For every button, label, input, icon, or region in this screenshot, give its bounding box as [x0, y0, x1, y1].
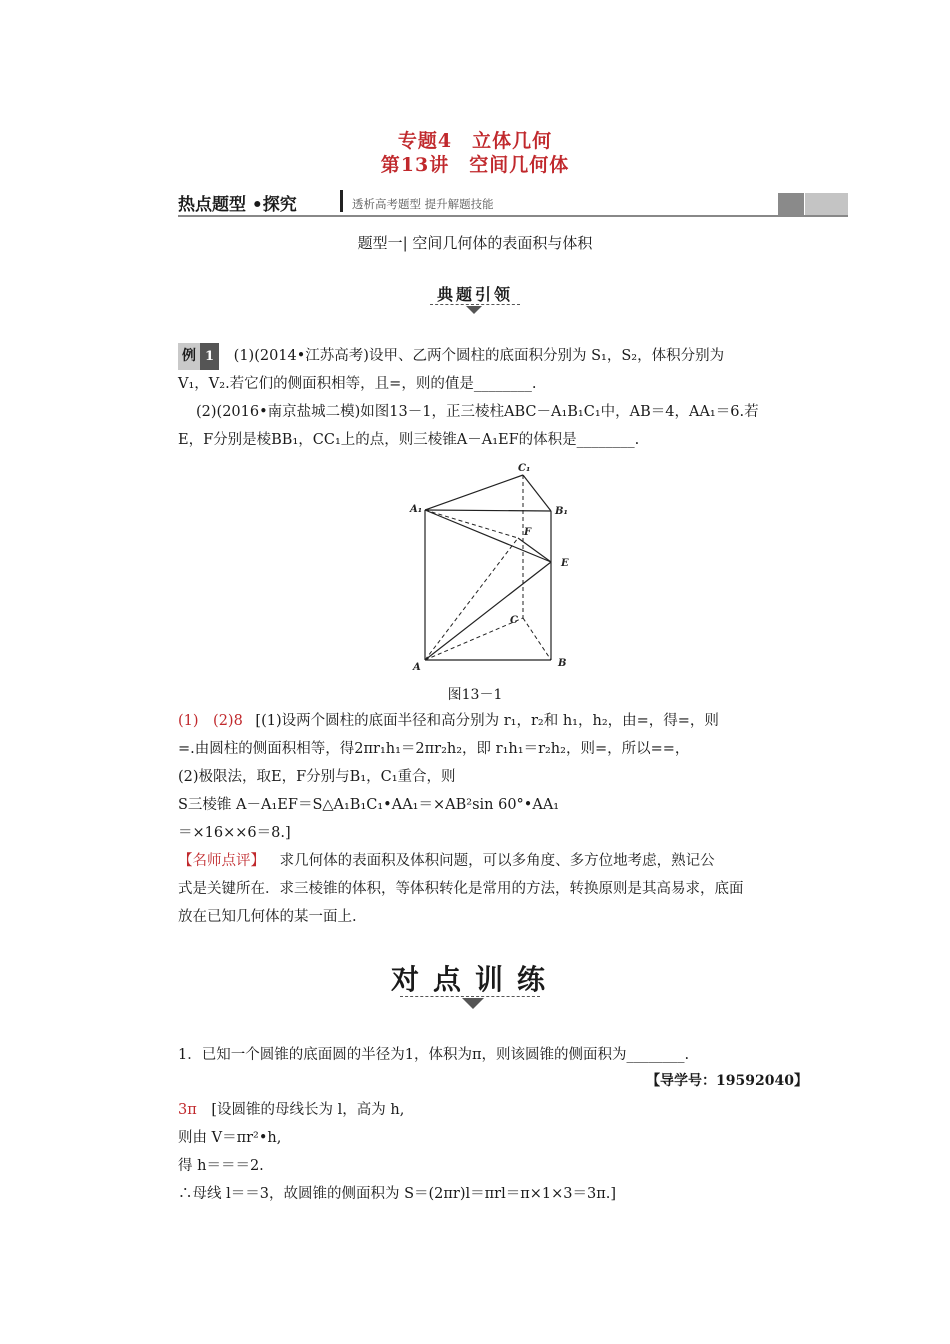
- banner-divider: [340, 190, 343, 212]
- problem1-s3: 得 h＝＝＝2.: [178, 1158, 264, 1174]
- practice-triangle-icon: [462, 998, 484, 1009]
- guide-number: 【导学号：19592040】: [646, 1073, 808, 1089]
- solution-l4: S三棱锥 A－A₁EF＝S△A₁B₁C₁•AA₁＝×AB²sin 60°•AA₁: [178, 797, 560, 813]
- label-c: C: [510, 615, 518, 626]
- example-line-1: [178, 343, 808, 370]
- problem1-line-1: [178, 1097, 808, 1124]
- label-a1: A₁: [410, 504, 423, 515]
- banner-block-light: [805, 193, 848, 215]
- edge-ae: [425, 562, 551, 660]
- label-e: E: [561, 558, 569, 569]
- solution-answer: (1) (2)8: [178, 713, 243, 729]
- problem1-s1: [设圆锥的母线长为 l，高为 h,: [211, 1102, 405, 1118]
- example-label: 例: [178, 343, 200, 370]
- solution-l1: [(1)设两个圆柱的底面半径和高分别为 r₁，r₂和 h₁，h₂，由=，得=，则: [255, 713, 719, 729]
- prism-figure: [400, 460, 590, 675]
- edge-ac-hidden: [425, 618, 523, 660]
- lead-underline: [430, 304, 520, 305]
- example-p1-line1: (1)(2014•江苏高考)设甲、乙两个圆柱的底面积分别为 S₁，S₂，体积分别为: [233, 348, 725, 364]
- edge-a1f-hidden: [425, 510, 518, 538]
- label-a: A: [413, 662, 421, 673]
- edge-a1e: [425, 510, 551, 562]
- section-title: 题型一| 空间几何体的表面积与体积: [357, 234, 593, 252]
- problem1-s4: ∴母线 l＝＝3，故圆锥的侧面积为 S＝(2πr)l＝πrl＝π×1×3＝3π.]: [178, 1186, 617, 1202]
- problem1-s2: 则由 V＝πr²•h,: [178, 1130, 282, 1146]
- lecture-title: 第13讲 空间几何体: [380, 154, 570, 176]
- example-p2-line1: (2)(2016•南京盐城二模)如图13－1，正三棱柱ABC－A₁B₁C₁中，AB＝4，AA₁＝6.若: [196, 404, 759, 420]
- label-f: F: [524, 527, 532, 538]
- figure-caption: 图13－1: [447, 687, 503, 703]
- problem1-answer: 3π: [178, 1102, 197, 1118]
- practice-title: 对点训练: [390, 963, 559, 996]
- edge-a1c1: [425, 475, 523, 510]
- practice-underline: [400, 996, 540, 997]
- comment-line-1: [178, 848, 808, 875]
- lead-title: 典题引领: [436, 285, 513, 304]
- banner-rule: [178, 215, 848, 217]
- lead-triangle-icon: [466, 306, 482, 314]
- example-p2-line2: E，F分别是棱BB₁，CC₁上的点，则三棱锥A－A₁EF的体积是________.: [178, 432, 640, 448]
- banner-block-dark: [778, 193, 804, 215]
- banner-title: 热点题型 •探究: [178, 195, 297, 215]
- edge-cb-hidden: [523, 618, 551, 660]
- edge-c1b1: [523, 475, 551, 511]
- edge-a1b1: [425, 510, 551, 511]
- comment-l3: 放在已知几何体的某一面上.: [178, 909, 357, 925]
- solution-l3: (2)极限法，取E，F分别与B₁，C₁重合，则: [178, 769, 456, 785]
- solution-l5: ＝×16××6＝8.]: [178, 825, 291, 841]
- solution-line-1: [178, 708, 808, 735]
- comment-l1: 求几何体的表面积及体积问题，可以多角度、多方位地考虑，熟记公: [279, 853, 715, 869]
- label-b: B: [558, 658, 567, 669]
- label-b1: B₁: [555, 506, 568, 517]
- comment-l2: 式是关键所在．求三棱锥的体积，等体积转化是常用的方法，转换原则是其高易求，底面: [178, 881, 744, 897]
- example-number: 1: [200, 343, 219, 370]
- comment-tag: 【名师点评】: [178, 853, 265, 869]
- label-c1: C₁: [518, 463, 531, 474]
- problem1-text: 1．已知一个圆锥的底面圆的半径为1，体积为π，则该圆锥的侧面积为________.: [178, 1047, 690, 1063]
- topic-title: 专题4 立体几何: [397, 130, 553, 152]
- example-p1-line2: V₁，V₂.若它们的侧面积相等，且=，则的值是________.: [178, 376, 537, 392]
- banner-subtitle: 透析高考题型 提升解题技能: [352, 197, 494, 211]
- solution-l2: =.由圆柱的侧面积相等，得2πr₁h₁＝2πr₂h₂，即 r₁h₁＝r₂h₂，则=，所以==，: [178, 741, 690, 757]
